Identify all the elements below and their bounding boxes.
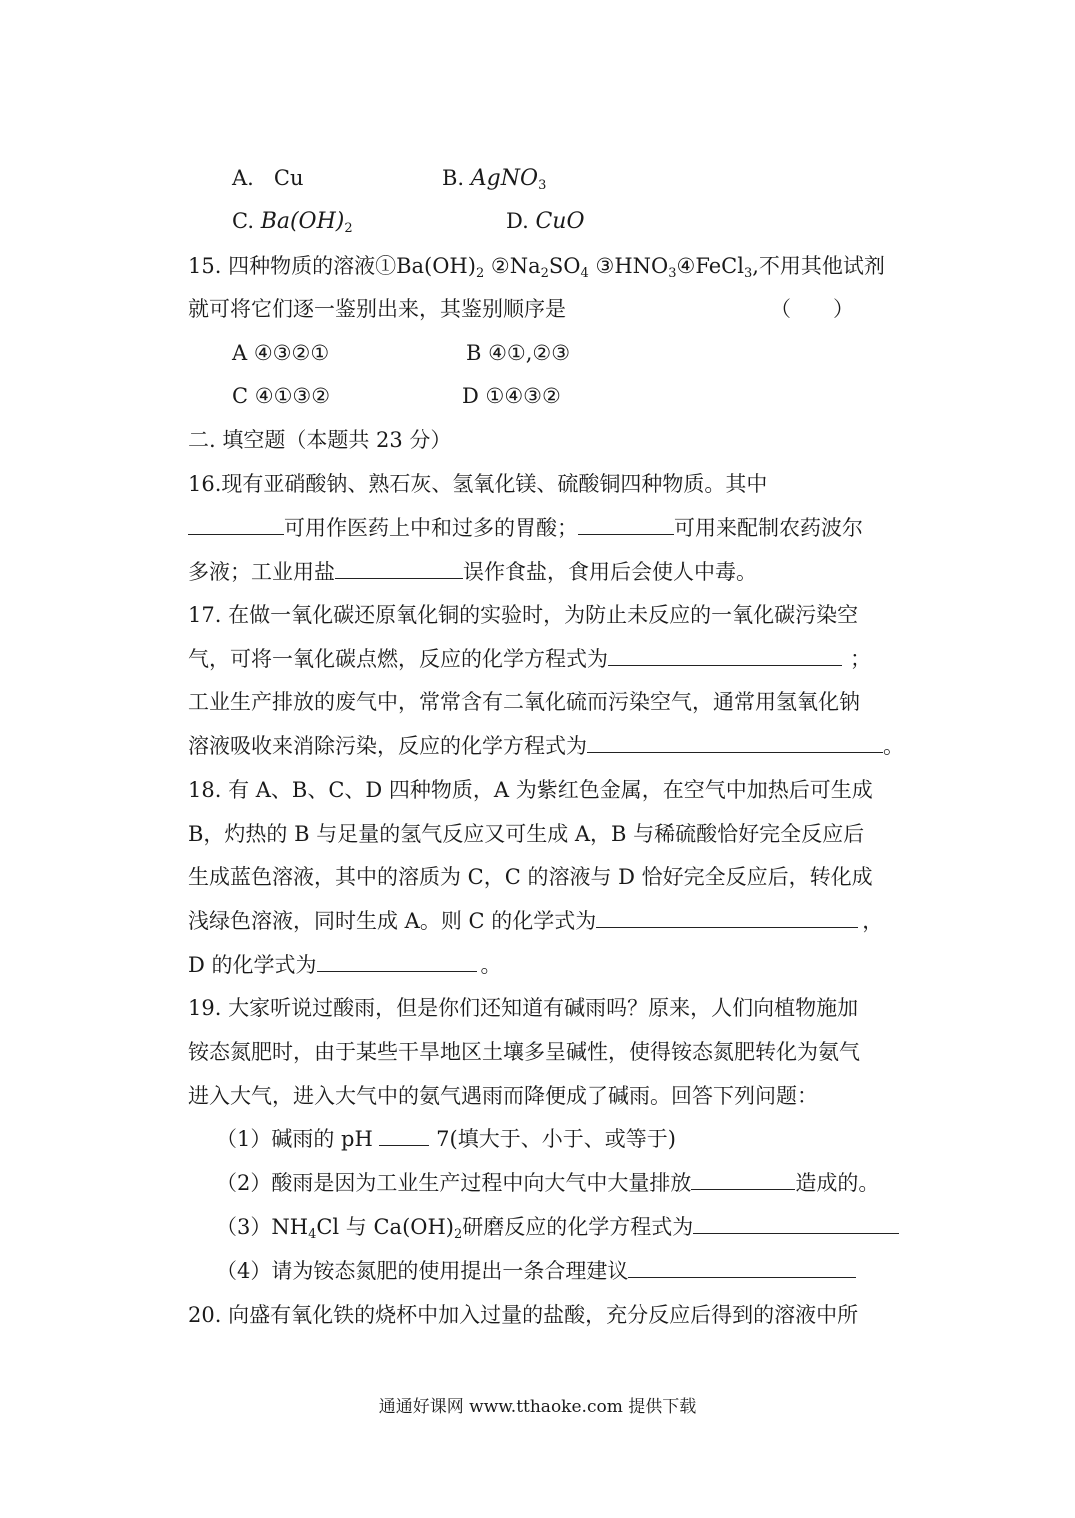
option-b [442,163,546,201]
q19-sub3-c: 研磨反应的化学方程式为 [462,1215,694,1239]
answer-blank[interactable] [379,1125,429,1146]
q15-line2-text: 就可将它们逐一鉴别出来，其鉴别顺序是 [188,297,566,321]
q19-line2: 铵态氮肥时，由于某些干旱地区土壤多呈碱性，使得铵态氮肥转化为氨气 [188,1040,860,1064]
q18-line4-b: ， [862,909,884,933]
q16-line3 [188,557,757,587]
q15-text-c: SO [548,254,581,278]
q19-sub1-b: 7(填大于、小于、或等于) [436,1127,676,1151]
q19-sub3-a: （3）NH [216,1215,309,1239]
q15-text-b: ②Na [484,254,541,278]
q15-option-b: B ④①,②③ [466,341,571,365]
q15-text-a: 15. 四种物质的溶液①Ba(OH) [188,254,476,278]
answer-blank[interactable] [693,1213,899,1234]
answer-blank[interactable] [587,732,883,753]
q15-sub5: 3 [743,266,753,281]
q15-sub2: 2 [540,266,549,281]
answer-blank[interactable] [335,558,463,579]
q18-line5-a: D 的化学式为 [188,953,317,977]
q18-line2: B，灼热的 B 与足量的氢气反应又可生成 A，B 与稀硫酸恰好完全反应后 [188,822,865,846]
answer-paren: （ ） [770,297,854,321]
option-a-label: A. [232,166,254,190]
section-heading: 二. 填空题（本题共 23 分） [188,428,452,452]
q19-line3: 进入大气，进入大气中的氨气遇雨而降便成了碱雨。回答下列问题： [188,1084,818,1108]
page-footer: 通通好课网 www.tthaoke.com 提供下载 [378,1397,697,1417]
q19-line1: 19. 大家听说过酸雨，但是你们还知道有碱雨吗？原来，人们向植物施加 [188,996,859,1020]
q16-line2-b: 可用来配制农药波尔 [674,516,863,540]
option-d-label: D. [506,209,529,233]
option-b-label: B. [442,166,465,190]
q18-line5-b: 。 [480,953,502,977]
q17-line2-a: 气，可将一氧化碳点燃，反应的化学方程式为 [188,647,608,671]
q17-line3: 工业生产排放的废气中，常常含有二氧化硫而污染空气，通常用氢氧化钠 [188,690,860,714]
option-d [506,206,585,237]
option-d-text: CuO [535,209,585,234]
q15-option-c: C ④①③② [232,384,331,408]
answer-blank[interactable] [608,645,842,666]
q15-text-f: ,不用其他试剂 [752,254,885,278]
q15-line1 [188,251,885,289]
answer-blank[interactable] [188,514,284,535]
q16-line2-a: 可用作医药上中和过多的胃酸； [284,516,578,540]
q16-line3-b: 误作食盐，食用后会使人中毒。 [463,560,757,584]
q15-sub4: 3 [668,266,677,281]
q19-sub1-a: （1）碱雨的 pH [216,1127,373,1151]
q19-sub2 [216,1168,879,1198]
q15-text-d: ③HNO [588,254,669,278]
q18-line4-a: 浅绿色溶液，同时生成 A。则 C 的化学式为 [188,909,597,933]
q17-line2-b: ； [850,647,871,671]
q19-sub3-s1: 4 [308,1227,317,1242]
answer-blank[interactable] [596,907,858,928]
answer-blank[interactable] [691,1169,795,1190]
option-b-sub: 3 [538,178,547,193]
q15-sub3: 4 [580,266,589,281]
q19-sub1 [216,1124,676,1154]
q19-sub4 [216,1256,856,1286]
answer-blank[interactable] [317,951,477,972]
q17-line1: 17. 在做一氧化碳还原氧化铜的实验时，为防止未反应的一氧化碳污染空 [188,603,859,627]
q19-sub2-b: 造成的。 [795,1171,880,1195]
answer-blank[interactable] [578,514,674,535]
q19-sub3-b: Cl 与 Ca(OH) [316,1215,454,1239]
q15-option-d: D ①④③② [462,384,561,408]
q19-sub3 [216,1212,899,1250]
option-b-text: AgNO [470,166,539,191]
option-a-text: Cu [273,166,304,190]
q18-line4 [188,906,883,936]
option-c-label: C. [232,209,254,233]
option-c [232,206,353,244]
q20-line1: 20. 向盛有氧化铁的烧杯中加入过量的盐酸，充分反应后得到的溶液中所 [188,1303,859,1327]
q18-line3: 生成蓝色溶液，其中的溶质为 C，C 的溶液与 D 恰好完全反应后，转化成 [188,865,873,889]
q15-text-e: ④FeCl [676,254,744,278]
option-c-sub: 2 [344,221,353,236]
q16-line3-a: 多液；工业用盐 [188,560,335,584]
q19-sub4-text: （4）请为铵态氮肥的使用提出一条合理建议 [216,1259,629,1283]
q17-line2 [188,644,871,674]
q17-line4 [188,731,904,761]
q19-sub3-s2: 2 [453,1227,463,1242]
q16-line1: 16.现有亚硝酸钠、熟石灰、氢氧化镁、硫酸铜四种物质。其中 [188,472,768,496]
q17-line4-b: 。 [883,734,904,758]
q18-line5 [188,950,502,980]
option-c-text: Ba(OH) [260,209,345,234]
q17-line4-a: 溶液吸收来消除污染，反应的化学方程式为 [188,734,587,758]
q16-line2 [188,513,863,543]
q15-option-a: A ④③②① [232,341,330,365]
q15-sub1: 2 [475,266,485,281]
q19-sub2-a: （2）酸雨是因为工业生产过程中向大气中大量排放 [216,1171,692,1195]
answer-blank[interactable] [628,1257,856,1278]
q18-line1: 18. 有 A、B、C、D 四种物质，A 为紫红色金属，在空气中加热后可生成 [188,778,873,802]
option-a [232,163,303,193]
q15-line2 [188,294,566,324]
